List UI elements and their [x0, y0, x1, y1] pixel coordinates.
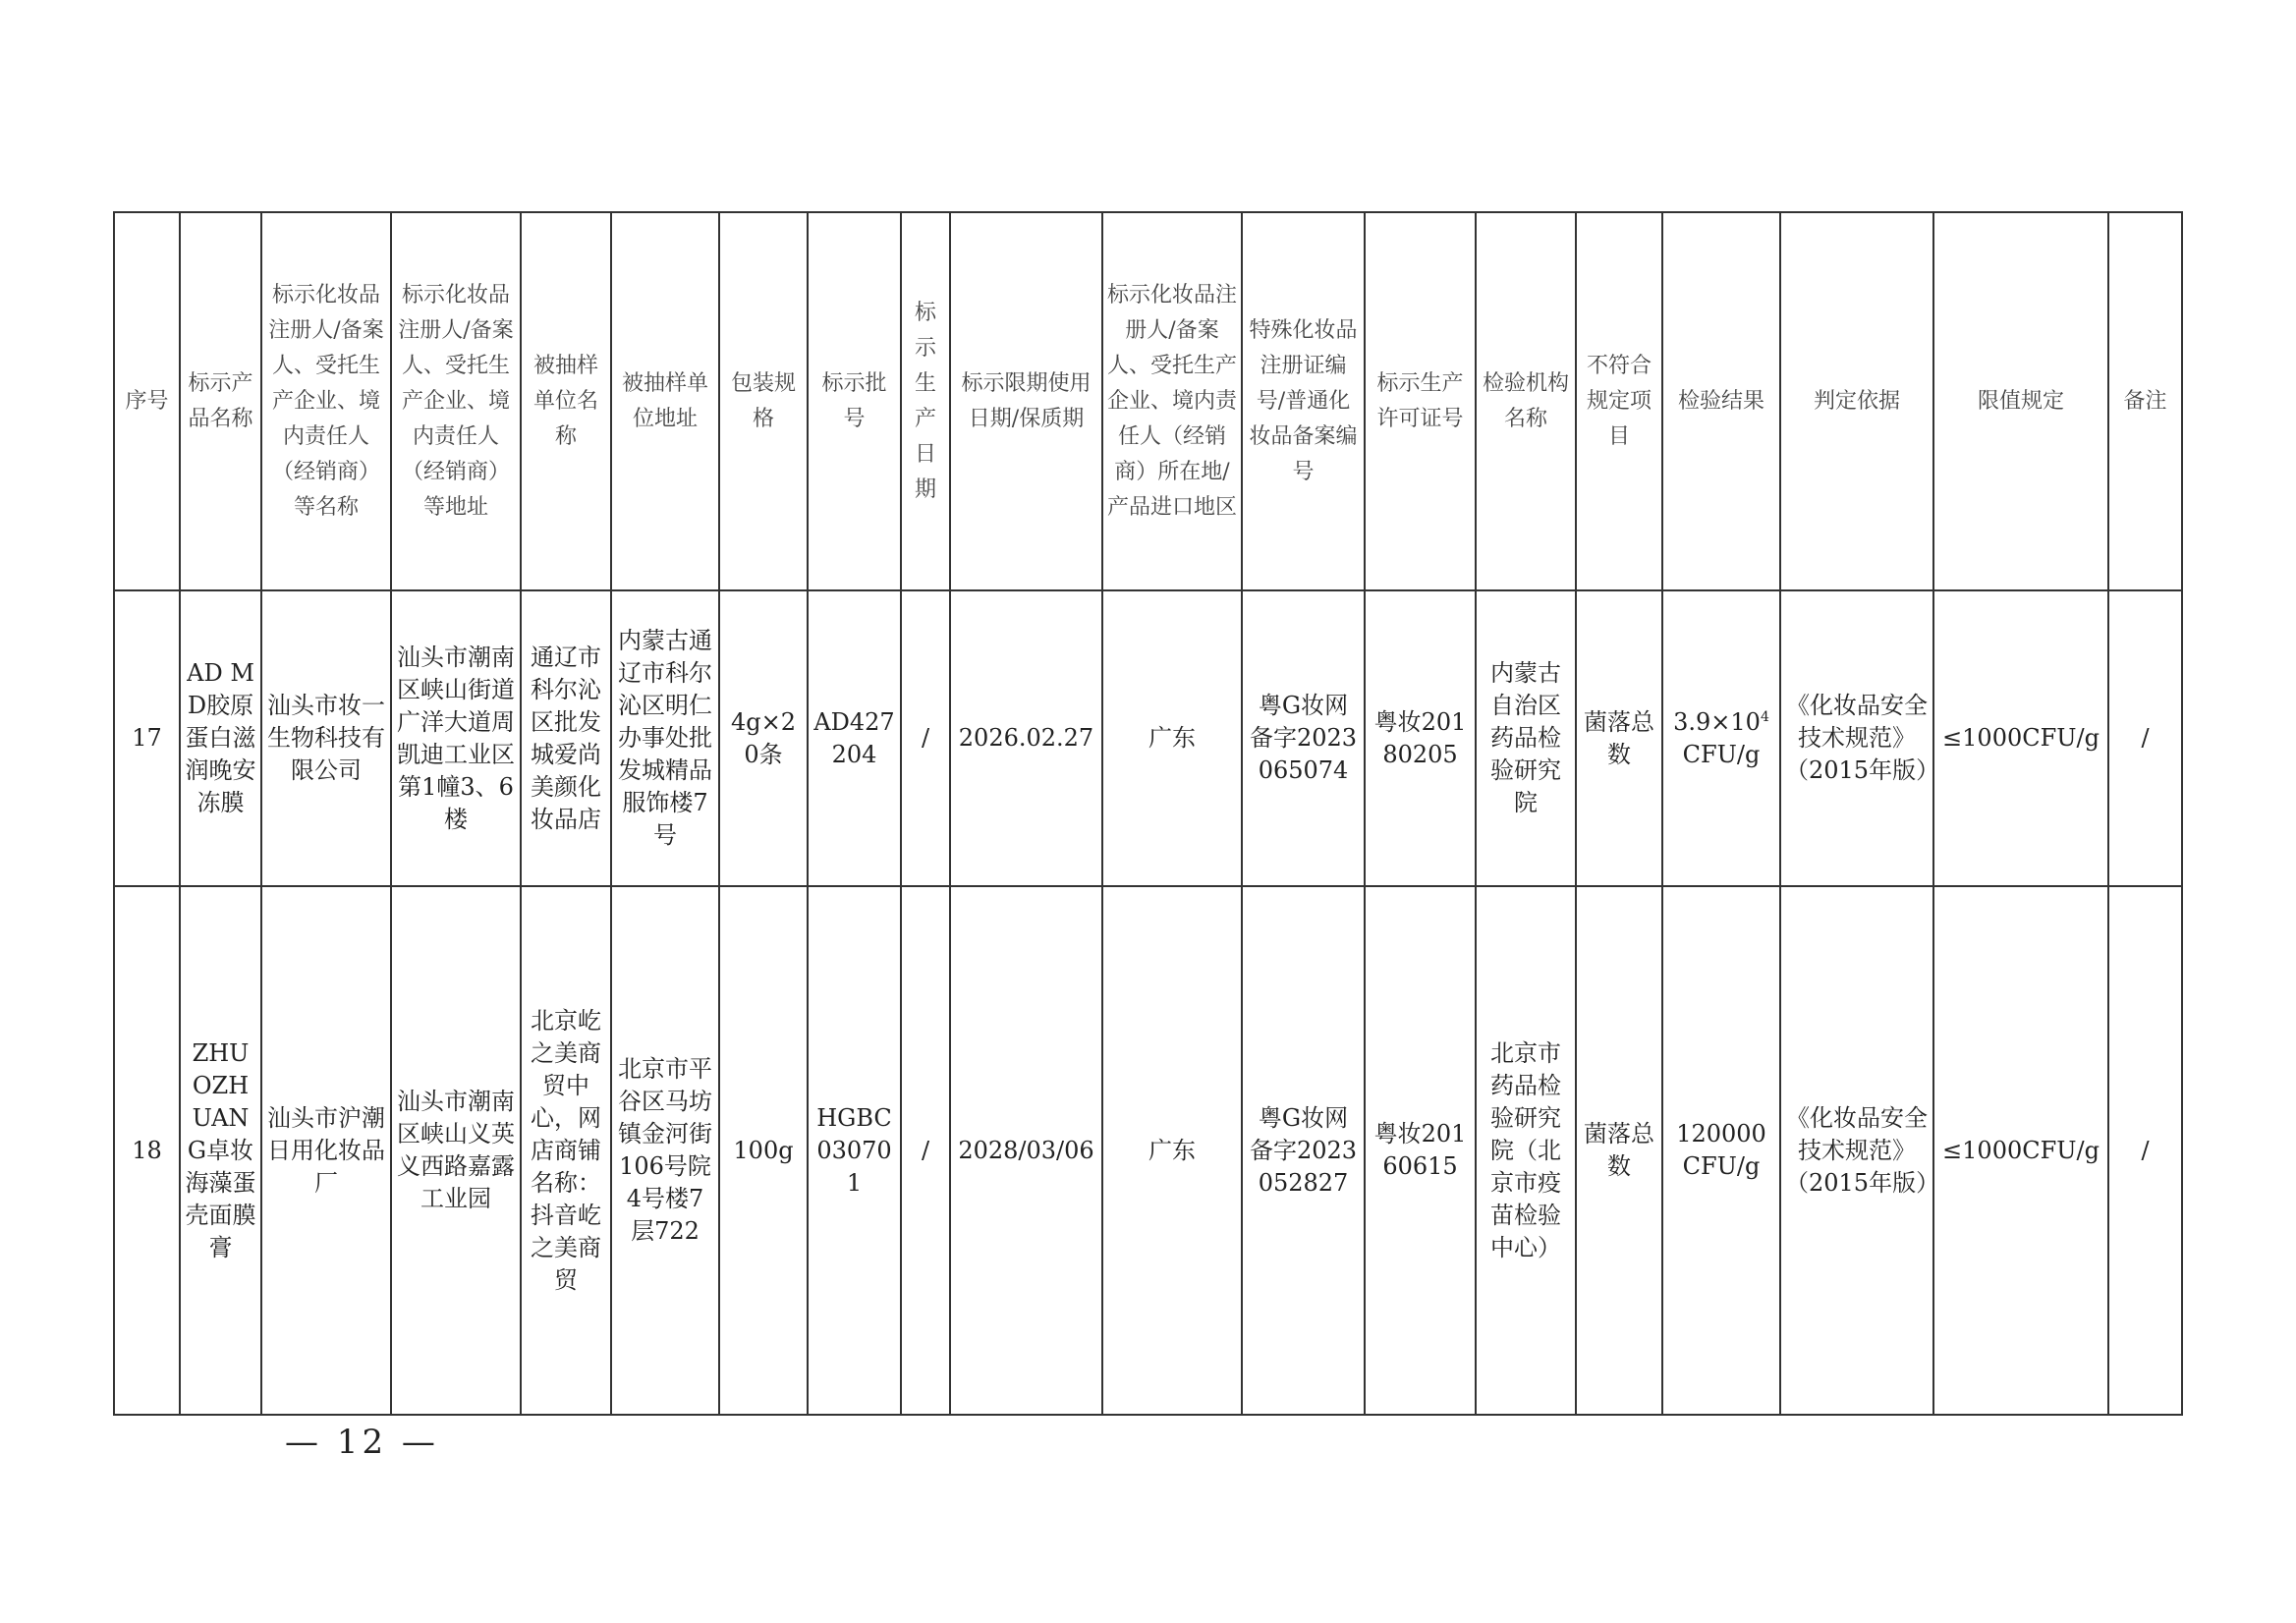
header-cell: 被抽样单位地址	[611, 212, 719, 590]
header-cell: 标示化妆品注册人/备案人、受托生产企业、境内责任人（经销商）等名称	[261, 212, 391, 590]
header-cell: 标示限期使用日期/保质期	[950, 212, 1102, 590]
basis-cell: 《化妆品安全技术规范》（2015年版）	[1780, 590, 1933, 886]
registrant-address-cell: 汕头市潮南区峡山街道广洋大道周凯迪工业区第1幢3、6楼	[391, 590, 521, 886]
inspection-results-table	[113, 211, 2183, 1416]
limit-cell: ≤1000CFU/g	[1933, 886, 2108, 1415]
header-cell: 检验机构名称	[1476, 212, 1576, 590]
header-cell: 标示生产日期	[901, 212, 950, 590]
page-number: — 12 —	[285, 1423, 439, 1462]
header-cell: 标示化妆品注册人/备案人、受托生产企业、境内责任人（经销商）等地址	[391, 212, 521, 590]
seq-cell: 18	[114, 886, 180, 1415]
result-unit: CFU/g	[1682, 740, 1761, 768]
result-exponent: 4	[1760, 708, 1769, 725]
registration-no-cell: 粤G妆网备字2023065074	[1242, 590, 1365, 886]
registration-no-cell: 粤G妆网备字2023052827	[1242, 886, 1365, 1415]
header-cell: 检验结果	[1662, 212, 1780, 590]
header-cell: 备注	[2108, 212, 2182, 590]
package-spec-cell: 4g×20条	[719, 590, 808, 886]
production-date-cell: /	[901, 590, 950, 886]
header-cell: 判定依据	[1780, 212, 1933, 590]
header-cell: 标示生产许可证号	[1365, 212, 1476, 590]
product-name-cell: ZHUOZHUANG卓妆海藻蛋壳面膜膏	[180, 886, 261, 1415]
registrant-address-cell: 汕头市潮南区峡山义英义西路嘉露工业园	[391, 886, 521, 1415]
region-cell: 广东	[1102, 886, 1242, 1415]
result-base: 3.9×10	[1673, 707, 1761, 736]
inspection-org-cell: 内蒙古自治区药品检验研究院	[1476, 590, 1576, 886]
region-cell: 广东	[1102, 590, 1242, 886]
batch-no-cell: AD427204	[808, 590, 901, 886]
table-row	[114, 886, 2182, 1415]
basis-cell: 《化妆品安全技术规范》（2015年版）	[1780, 886, 1933, 1415]
seq-cell: 17	[114, 590, 180, 886]
license-no-cell: 粤妆20160615	[1365, 886, 1476, 1415]
expiry-cell: 2028/03/06	[950, 886, 1102, 1415]
header-cell: 标示批号	[808, 212, 901, 590]
result-cell	[1662, 590, 1780, 886]
header-cell: 标示化妆品注册人/备案人、受托生产企业、境内责任人（经销商）所在地/产品进口地区	[1102, 212, 1242, 590]
product-name-cell: AD MD胶原蛋白滋润晚安冻膜	[180, 590, 261, 886]
header-cell: 特殊化妆品注册证编号/普通化妆品备案编号	[1242, 212, 1365, 590]
result-cell: 120000 CFU/g	[1662, 886, 1780, 1415]
header-cell: 包装规格	[719, 212, 808, 590]
header-cell: 被抽样单位名称	[521, 212, 611, 590]
license-no-cell: 粤妆20180205	[1365, 590, 1476, 886]
table-header-row	[114, 212, 2182, 590]
registrant-name-cell: 汕头市沪潮日用化妆品厂	[261, 886, 391, 1415]
registrant-name-cell: 汕头市妆一生物科技有限公司	[261, 590, 391, 886]
inspection-org-cell: 北京市药品检验研究院（北京市疫苗检验中心）	[1476, 886, 1576, 1415]
nonconforming-item-cell: 菌落总数	[1576, 590, 1662, 886]
remark-cell: /	[2108, 590, 2182, 886]
batch-no-cell: HGBC030701	[808, 886, 901, 1415]
header-cell: 序号	[114, 212, 180, 590]
nonconforming-item-cell: 菌落总数	[1576, 886, 1662, 1415]
production-date-cell: /	[901, 886, 950, 1415]
header-cell: 不符合规定项目	[1576, 212, 1662, 590]
limit-cell: ≤1000CFU/g	[1933, 590, 2108, 886]
package-spec-cell: 100g	[719, 886, 808, 1415]
sampled-unit-address-cell: 内蒙古通辽市科尔沁区明仁办事处批发城精品服饰楼7号	[611, 590, 719, 886]
header-cell: 标示产品名称	[180, 212, 261, 590]
sampled-unit-name-cell: 通辽市科尔沁区批发城爱尚美颜化妆品店	[521, 590, 611, 886]
table-row	[114, 590, 2182, 886]
sampled-unit-address-cell: 北京市平谷区马坊镇金河街106号院4号楼7层722	[611, 886, 719, 1415]
remark-cell: /	[2108, 886, 2182, 1415]
header-cell: 限值规定	[1933, 212, 2108, 590]
expiry-cell: 2026.02.27	[950, 590, 1102, 886]
sampled-unit-name-cell: 北京屹之美商贸中心，网店商铺名称：抖音屹之美商贸	[521, 886, 611, 1415]
